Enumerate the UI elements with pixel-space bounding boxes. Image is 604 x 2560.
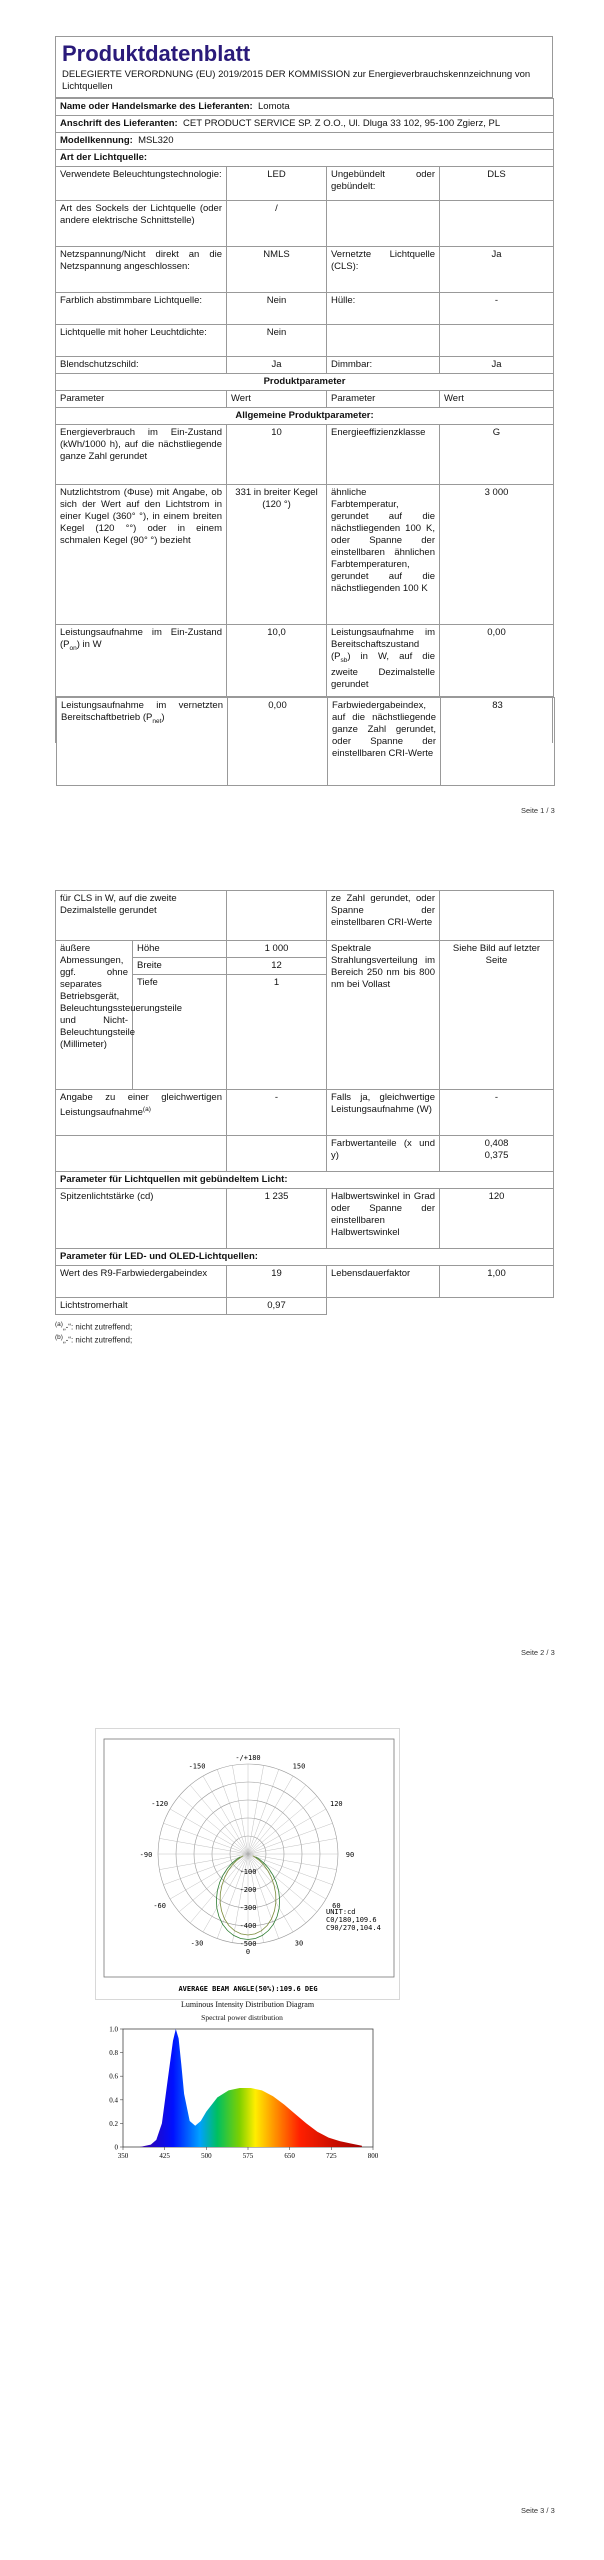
param-label: Energieverbrauch im Ein-Zustand (kWh/1000 h), auf die nächstliegende ganze Zahl gerundet [56, 425, 227, 485]
spectral-label: Spektrale Strahlungsverteilung im Bereich 250 nm bis 800 nm bei Vollast [327, 941, 440, 1090]
dimension-label: Breite [133, 958, 227, 975]
type-row-label [327, 325, 440, 357]
chromaticity-value [440, 1135, 554, 1171]
param-label: Farbwiedergabeindex, auf die nächstliegende ganze Zahl gerundet, oder Spanne der einstellbaren CRI-Werte [328, 698, 441, 786]
param-label [327, 625, 440, 697]
type-row [56, 247, 554, 293]
polar-angle-label: 90 [345, 1851, 355, 1859]
polar-legend-item: UNIT:cd [326, 1908, 356, 1916]
param-label: ähnliche Farbtemperatur, gerundet auf die nächstliegenden 100 K, oder Spanne der einstellbaren ähnlichen Farbtemperaturen, gerundet auf die nächstliegenden 100 K [327, 485, 440, 625]
type-row [56, 357, 554, 374]
r9-label: Wert des R9-Farbwiedergabeindex [56, 1265, 227, 1297]
type-row-value: LED [227, 167, 327, 201]
column-header: Wert [440, 391, 554, 408]
footnote [55, 1319, 553, 1333]
polar-radial-label: -200 [239, 1886, 257, 1894]
supplier-address-value: CET PRODUCT SERVICE SP. Z O.O., Ul. Dluga 33 102, 95-100 Zgierz, PL [183, 118, 501, 129]
supplier-name-label: Name oder Handelsmarke des Lieferanten: [60, 101, 253, 112]
param-value: 83 [441, 698, 555, 786]
equivalent-power-label: Falls ja, gleichwertige Leistungsaufnahme (W) [327, 1089, 440, 1135]
dimension-label: Höhe [133, 941, 227, 958]
spd-title: Spectral power distribution [201, 2013, 283, 2022]
supplier-table [55, 98, 554, 697]
lumen-maintenance-value: 0,97 [227, 1297, 327, 1314]
polar-caption-box [95, 2000, 400, 2012]
equivalent-power-label [56, 1089, 227, 1135]
param-row-split [56, 697, 555, 786]
peak-intensity-value: 1 235 [227, 1188, 327, 1248]
lumen-maintenance-label: Lichtstromerhalt [56, 1297, 227, 1314]
polar-radial-label: -400 [239, 1922, 257, 1930]
param-label [56, 625, 227, 697]
spd-y-tick-label: 0.8 [109, 2049, 118, 2058]
polar-caption-bold: AVERAGE BEAM ANGLE(50%):109.6 DEG [178, 1985, 318, 1993]
spd-chart-svg [97, 2023, 387, 2167]
spd-x-tick-label: 650 [284, 2152, 295, 2160]
spd-y-tick-label: 0.2 [109, 2119, 118, 2128]
label-subscript: sb [340, 656, 348, 664]
supplier-address-label: Anschrift des Lieferanten: [60, 118, 178, 129]
type-row [56, 325, 554, 357]
param-label [57, 698, 228, 786]
survival-factor-label: Lebensdauerfaktor [327, 1265, 440, 1297]
type-row [56, 293, 554, 325]
label-text: ) in W, auf die zweite Dezimalstelle gerundet [331, 651, 435, 690]
page-footer: Seite 2 / 3 [521, 1648, 555, 1657]
param-row [56, 625, 554, 697]
label-text: Leistungsaufnahme im Bereitschaftszustand (P [331, 627, 435, 662]
polar-angle-label: 150 [292, 1762, 306, 1771]
type-row-label: Farblich abstimmbare Lichtquelle: [56, 293, 227, 325]
label-text: ) in W [76, 639, 102, 650]
param-value: G [440, 425, 554, 485]
polar-angle-label: -60 [153, 1902, 166, 1910]
column-header: Parameter [327, 391, 440, 408]
dimensions-label: äußere Abmessungen, ggf. ohne separates Betriebsgerät, Beleuchtungssteuerungsteile und Nicht-Beleuchtungsteile (Millimeter) [56, 941, 133, 1090]
label-text: Leistungsaufnahme im vernetzten Bereitschaftbetrieb (P [61, 700, 223, 723]
type-row-label: Art des Sockels der Lichtquelle (oder andere elektrische Schnittstelle) [56, 201, 227, 247]
polar-angle-label: -90 [139, 1851, 153, 1859]
polar-caption: Luminous Intensity Distribution Diagram [180, 2000, 315, 2009]
page-footer: Seite 3 / 3 [521, 2506, 555, 2515]
polar-angle-label: 0 [245, 1948, 251, 1956]
param-value: 3 000 [440, 485, 554, 625]
polar-radial-label: -500 [239, 1940, 257, 1948]
supplier-name-row [56, 99, 554, 116]
model-row [56, 133, 554, 150]
dimension-value: 12 [227, 958, 327, 975]
chromaticity-label: Farbwertanteile (x und y) [327, 1135, 440, 1171]
param-value: 0,00 [440, 625, 554, 697]
spd-y-tick-label: 1.0 [109, 2025, 118, 2034]
column-header: Parameter [56, 391, 227, 408]
dimension-value: 1 000 [227, 941, 327, 958]
params-table-continued [55, 890, 554, 1315]
type-row-value: Nein [227, 325, 327, 357]
directional-heading: Parameter für Lichtquellen mit gebündeltem Licht: [56, 1171, 554, 1188]
product-params-title-row [56, 374, 554, 391]
type-row-value: Ja [440, 247, 554, 293]
type-row-label: Netzspannung/Nicht direkt an die Netzspannung angeschlossen: [56, 247, 227, 293]
footnote-text: „-“: nicht zutreffend; [62, 1322, 133, 1332]
label-text: Leistungsaufnahme im Ein-Zustand (P [60, 627, 222, 650]
param-label: Energieeffizienzklasse [327, 425, 440, 485]
spd-x-tick-label: 500 [201, 2152, 212, 2160]
polar-diagram-svg [96, 1729, 401, 2001]
chromaticity-row [56, 1135, 554, 1171]
dimension-value: 1 [227, 975, 327, 992]
param-row-continued [56, 891, 554, 941]
param-value: 0,00 [228, 698, 328, 786]
empty-cell [227, 891, 327, 941]
polar-angle-label: -30 [190, 1939, 204, 1948]
page-footer: Seite 1 / 3 [521, 806, 555, 815]
param-row [56, 425, 554, 485]
type-row-value: / [227, 201, 327, 247]
param-label: ze Zahl gerundet, oder Spanne der einstellbaren CRI-Werte [327, 891, 440, 941]
light-type-header-row [56, 150, 554, 167]
label-subscript: net [152, 717, 162, 725]
polar-radial-label: -300 [239, 1904, 257, 1912]
model-value: MSL320 [138, 135, 174, 146]
led-row [56, 1265, 554, 1297]
spd-x-tick-label: 425 [159, 2152, 170, 2160]
polar-angle-label: 30 [294, 1939, 304, 1948]
dimension-row [56, 941, 554, 958]
polar-radial-label: -100 [239, 1868, 257, 1876]
beam-angle-label: Halbwertswinkel in Grad oder Spanne der einstellbaren Halbwertswinkel [327, 1188, 440, 1248]
type-row-label: Blendschutzschild: [56, 357, 227, 374]
param-row [56, 485, 554, 625]
type-row [56, 167, 554, 201]
equivalent-power-value: - [227, 1089, 327, 1135]
led-row [56, 1297, 554, 1314]
footnote-mark: (a) [55, 1320, 63, 1328]
type-row-label: Hülle: [327, 293, 440, 325]
led-heading: Parameter für LED- und OLED-Lichtquellen: [56, 1248, 554, 1265]
footnote-text: „-“: nicht zutreffend; [62, 1335, 133, 1345]
param-label: Nutzlichtstrom (Φuse) mit Angabe, ob sich der Wert auf den Lichtstrom in einer Kugel (360° °), in einem breiten Kegel (120 °°) oder in einem schmalen Kegel (90° °) bezieht [56, 485, 227, 625]
type-row-label: Dimmbar: [327, 357, 440, 374]
type-row-value [440, 325, 554, 357]
polar-angle-label: 120 [330, 1800, 343, 1808]
param-value: 10,0 [227, 625, 327, 697]
type-row-label [327, 201, 440, 247]
empty-cell [327, 1297, 440, 1314]
footnote [55, 1332, 553, 1346]
polar-legend-item: C90/270,104.4 [326, 1924, 381, 1932]
type-row-value: Ja [440, 357, 554, 374]
supplier-address-row [56, 116, 554, 133]
footnote-ref: (a) [142, 1105, 151, 1113]
type-row-value: Nein [227, 293, 327, 325]
product-params-heading: Produktparameter [56, 374, 554, 391]
survival-factor-value: 1,00 [440, 1265, 554, 1297]
empty-cell [227, 991, 327, 1089]
model-label: Modellkennung: [60, 135, 133, 146]
spd-chart-image [97, 2013, 387, 2167]
page-break-clip [55, 697, 553, 759]
param-label: für CLS in W, auf die zweite Dezimalstelle gerundet [56, 891, 227, 941]
param-value: 331 in breiter Kegel (120 °) [227, 485, 327, 625]
general-params-title-row [56, 408, 554, 425]
directional-title-row [56, 1171, 554, 1188]
type-row-label: Ungebündelt oder gebündelt: [327, 167, 440, 201]
light-type-heading: Art der Lichtquelle: [56, 150, 554, 167]
spd-x-tick-label: 350 [117, 2152, 129, 2160]
param-value: 10 [227, 425, 327, 485]
type-row-value: DLS [440, 167, 554, 201]
general-params-heading: Allgemeine Produktparameter: [56, 408, 554, 425]
regulation-subtitle: DELEGIERTE VERORDNUNG (EU) 2019/2015 DER KOMMISSION zur Energieverbrauchskennzeichnung von Lichtquellen [55, 69, 553, 98]
type-row-label: Verwendete Beleuchtungstechnologie: [56, 167, 227, 201]
spd-x-tick-label: 725 [326, 2152, 337, 2160]
type-row-value: Ja [227, 357, 327, 374]
type-row-value: NMLS [227, 247, 327, 293]
spd-y-tick-label: 0.6 [109, 2072, 118, 2081]
type-row-label: Vernetzte Lichtquelle (CLS): [327, 247, 440, 293]
label-text: ) [161, 712, 165, 723]
spd-y-tick-label: 0 [114, 2143, 118, 2152]
dimension-label: Tiefe [133, 975, 227, 992]
column-header: Wert [227, 391, 327, 408]
spd-x-tick-label: 800 [367, 2152, 379, 2160]
param-row [57, 698, 555, 786]
column-header-row [56, 391, 554, 408]
label-subscript: on [69, 644, 77, 652]
peak-intensity-label: Spitzenlichtstärke (cd) [56, 1188, 227, 1248]
equivalent-power-value: - [440, 1089, 554, 1135]
type-row-value [440, 201, 554, 247]
empty-cell [440, 891, 554, 941]
type-row [56, 201, 554, 247]
chromaticity-y: 0,375 [484, 1149, 509, 1161]
r9-value: 19 [227, 1265, 327, 1297]
empty-cell [227, 1135, 327, 1171]
spd-y-tick-label: 0.4 [109, 2096, 118, 2105]
polar-angle-label: -150 [188, 1762, 206, 1771]
polar-angle-label: -/+180 [235, 1754, 261, 1762]
supplier-name-value: Lomota [258, 101, 290, 112]
polar-angle-label: 60 [332, 1902, 341, 1910]
polar-angle-label: -120 [151, 1800, 169, 1808]
page-1-sheet [55, 36, 553, 759]
empty-cell [56, 1135, 227, 1171]
label-text: Angabe zu einer gleichwertigen Leistungsaufnahme [60, 1091, 222, 1118]
page-2-sheet [55, 890, 553, 1346]
type-row-value: - [440, 293, 554, 325]
led-title-row [56, 1248, 554, 1265]
type-row-label: Lichtquelle mit hoher Leuchtdichte: [56, 325, 227, 357]
beam-angle-value: 120 [440, 1188, 554, 1248]
page-title: Produktdatenblatt [55, 36, 553, 69]
directional-row [56, 1188, 554, 1248]
spd-x-tick-label: 575 [242, 2152, 254, 2160]
spectral-value: Siehe Bild auf letzter Seite [440, 941, 554, 1090]
polar-diagram-image [95, 1728, 400, 2000]
empty-cell [440, 1297, 554, 1314]
chromaticity-x: 0,408 [484, 1137, 509, 1149]
polar-legend-item: C0/180,109.6 [326, 1916, 377, 1924]
footnote-mark: (b) [55, 1334, 63, 1342]
equivalent-power-row [56, 1089, 554, 1135]
